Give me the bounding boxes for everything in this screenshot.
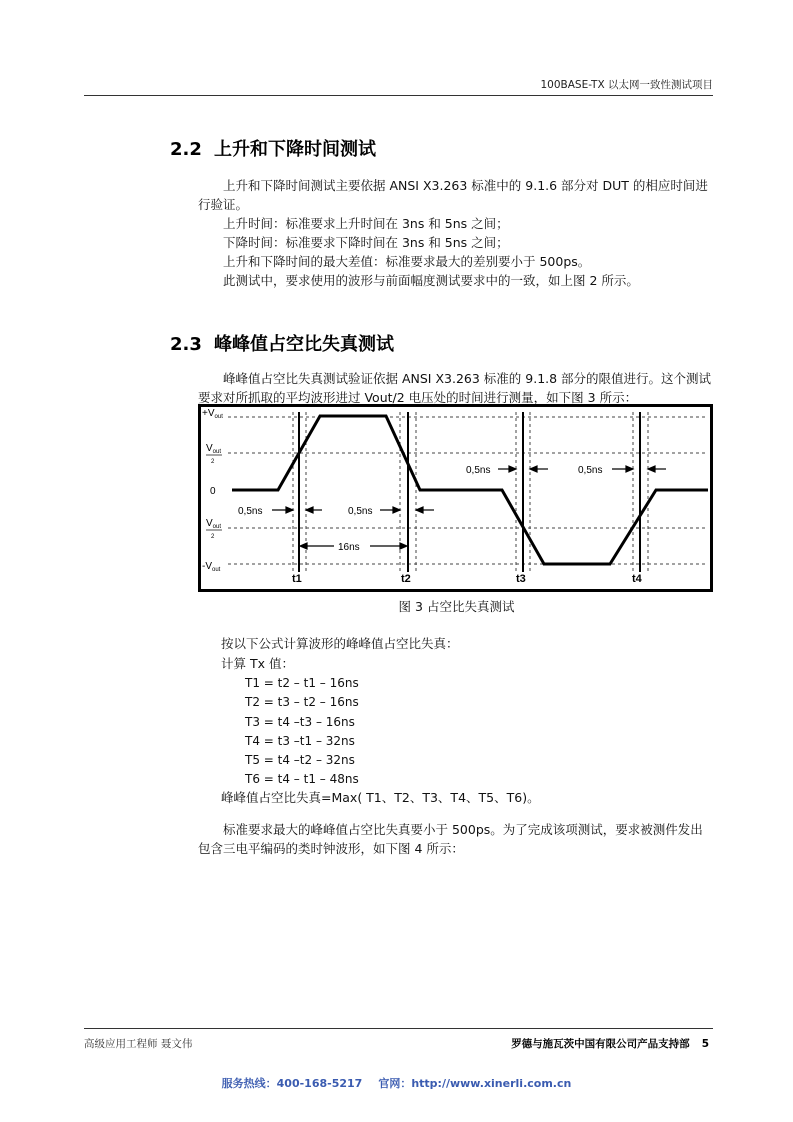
formula-item: T2 = t3 – t2 – 16ns (245, 695, 359, 710)
website-link[interactable]: 官网：http://www.xinerli.com.cn (378, 1077, 572, 1090)
duty-cycle-waveform-figure (198, 404, 713, 592)
calc-label: 计算 Tx 值： (221, 656, 294, 671)
hotline: 服务热线：400-168-5217 (221, 1077, 363, 1090)
time-label-t2: t2 (401, 573, 411, 585)
section-2-2-body (198, 176, 713, 290)
annotation-right1: 0,5ns (466, 465, 491, 476)
header-title: 100BASE-TX 以太网一致性测试项目 (540, 79, 713, 91)
section-2-3-intro: 峰峰值占空比失真测试验证依据 ANSI X3.263 标准的 9.1.8 部分的限值进行。这个测试要求对所抓取的平均波形进过 Vout/2 电压处的时间进行测量，如下图 3 所示： (198, 371, 712, 405)
header-rule (84, 95, 713, 96)
annotation-mid: 0,5ns (348, 506, 373, 517)
footer-company-name: 罗德与施瓦茨中国有限公司产品支持部 (511, 1038, 690, 1050)
time-label-t4: t4 (632, 573, 642, 585)
formula-item: T4 = t3 –t1 – 32ns (245, 733, 355, 748)
paragraph: 下降时间：标准要求下降时间在 3ns 和 5ns 之间； (223, 235, 509, 250)
y-label-neg-half: $V_{out}$ (206, 518, 222, 530)
y-label-neg-half-denominator: 2 (211, 534, 215, 540)
footer-company (511, 1036, 709, 1051)
figure-frame (200, 406, 712, 591)
annotation-right2: 0,5ns (578, 465, 603, 476)
section-number: 2.2 (170, 139, 202, 160)
formula-item: T6 = t4 – t1 – 48ns (245, 772, 359, 787)
paragraph: 上升和下降时间测试主要依据 ANSI X3.263 标准中的 9.1.6 部分对 DUT 的相应时间进行验证。 (198, 178, 708, 212)
page-number: 5 (701, 1038, 709, 1050)
y-label-half-denominator: 2 (211, 459, 215, 465)
footer-author: 高级应用工程师 聂文伟 (84, 1038, 193, 1050)
figure-3-caption: 图 3 占空比失真测试 (398, 599, 515, 614)
formula-intro: 按以下公式计算波形的峰峰值占空比失真： (221, 636, 459, 651)
section-title: 峰峰值占空比失真测试 (214, 334, 394, 355)
formula-item: T1 = t2 – t1 – 16ns (245, 676, 359, 690)
y-label-bottom: $-V_{out}$ (202, 561, 221, 573)
section-title: 上升和下降时间测试 (214, 139, 376, 160)
paragraph: 上升和下降时间的最大差值：标准要求最大的差别要小于 500ps。 (223, 254, 591, 269)
footer-rule (84, 1028, 713, 1029)
paragraph: 此测试中，要求使用的波形与前面幅度测试要求中的一致，如上图 2 所示。 (223, 273, 639, 288)
annotation-left: 0,5ns (238, 506, 263, 517)
y-label-half: $V_{out}$ (206, 443, 222, 455)
time-label-t1: t1 (292, 573, 302, 585)
closing-paragraph: 标准要求最大的峰峰值占空比失真要小于 500ps。为了完成该项测试，要求被测件发出包含三电平编码的类时钟波形，如下图 4 所示： (198, 822, 703, 856)
section-2-3-heading (170, 330, 394, 356)
formula-item: T3 = t4 –t3 – 16ns (245, 714, 355, 729)
y-label-top: $+V_{out}$ (202, 408, 223, 420)
section-number: 2.3 (170, 334, 202, 355)
section-2-2-heading (170, 135, 376, 161)
max-formula-line: 峰峰值占空比失真=Max( T1、T2、T3、T4、T5、T6)。 (221, 790, 540, 805)
annotation-16ns: 16ns (338, 542, 360, 553)
contact-line (0, 1075, 793, 1091)
time-label-t3: t3 (516, 573, 526, 585)
formula-item: T5 = t4 –t2 – 32ns (245, 753, 355, 768)
paragraph: 上升时间：标准要求上升时间在 3ns 和 5ns 之间； (223, 216, 509, 231)
formula-list (245, 674, 359, 790)
y-label-zero: 0 (210, 486, 216, 497)
